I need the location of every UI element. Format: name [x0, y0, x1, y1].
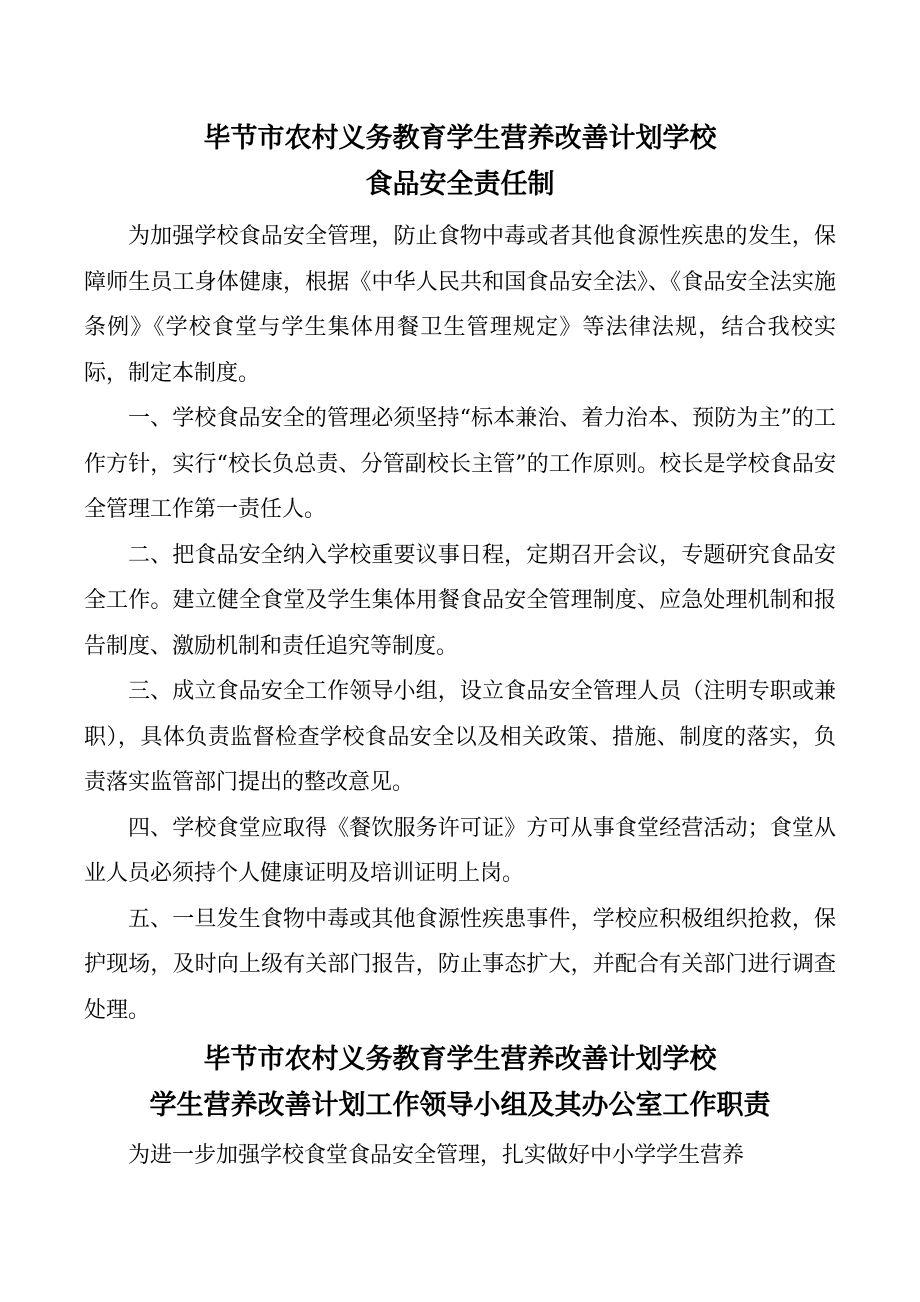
doc2-title-line2: 学生营养改善计划工作领导小组及其办公室工作职责	[149, 1090, 771, 1121]
doc2-paragraph-intro: 为进一步加强学校食堂食品安全管理，扎实做好中小学学生营养	[128, 1143, 745, 1168]
doc1-paragraph-2: 二、把食品安全纳入学校重要议事日程，定期召开会议，专题研究食品安全工作。建立健全食堂及学生集体用餐食品安全管理制度、应急处理机制和报告制度、激励机制和责任追究等制度。	[84, 542, 836, 659]
doc1-paragraph-4: 四、学校食堂应取得《餐饮服务许可证》方可从事食堂经营活动；食堂从业人员必须持个人健康证明及培训证明上岗。	[84, 815, 836, 886]
doc1-paragraph-1: 一、学校食品安全的管理必须坚持“标本兼治、着力治本、预防为主”的工作方针，实行“校长负总责、分管副校长主管”的工作原则。校长是学校食品安全管理工作第一责任人。	[84, 406, 836, 522]
doc2-title-line1: 毕节市农村义务教育学生营养改善计划学校	[203, 1044, 717, 1075]
doc1-paragraph-intro: 为加强学校食品安全管理，防止食物中毒或者其他食源性疾患的发生，保障师生员工身体健康，根据《中华人民共和国食品安全法》、《食品安全法实施条例》《学校食堂与学生集体用餐卫生管理规定》等法律法规，结合我校实际，制定本制度。	[84, 224, 836, 386]
document-page	[84, 0, 836, 1179]
doc1-title-line1: 毕节市农村义务教育学生营养改善计划学校	[203, 123, 717, 154]
doc1-title-line2: 食品安全责任制	[365, 169, 555, 200]
doc1-paragraph-3: 三、成立食品安全工作领导小组，设立食品安全管理人员（注明专职或兼职），具体负责监督检查学校食品安全以及相关政策、措施、制度的落实，负责落实监管部门提出的整改意见。	[84, 679, 836, 795]
doc1-paragraph-5: 五、一旦发生食物中毒或其他食源性疾患事件，学校应积极组织抢救，保护现场，及时向上级有关部门报告，防止事态扩大，并配合有关部门进行调查处理。	[84, 906, 836, 1023]
